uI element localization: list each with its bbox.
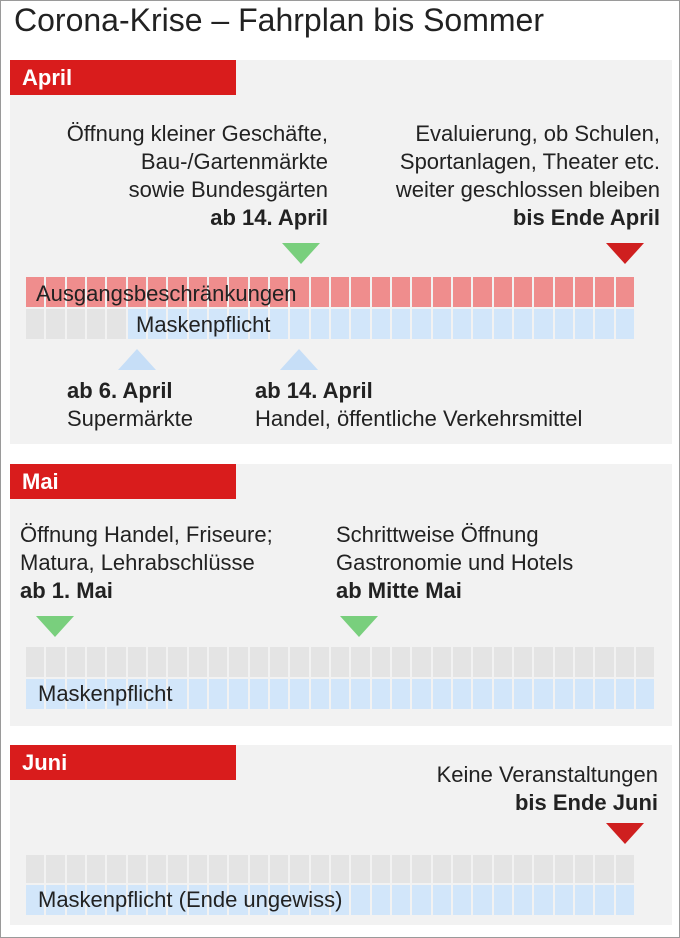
day-cell bbox=[595, 309, 613, 339]
day-cell bbox=[290, 647, 308, 677]
day-cell bbox=[270, 647, 288, 677]
day-cell bbox=[168, 855, 186, 883]
day-cell bbox=[311, 647, 329, 677]
april-6-marker bbox=[118, 349, 156, 370]
day-cell bbox=[209, 855, 227, 883]
day-cell bbox=[534, 885, 552, 915]
day-cell bbox=[107, 855, 125, 883]
day-cell bbox=[595, 647, 613, 677]
day-cell bbox=[229, 679, 247, 709]
day-cell bbox=[412, 885, 430, 915]
day-cell bbox=[534, 855, 552, 883]
day-cell bbox=[555, 647, 573, 677]
day-cell bbox=[473, 885, 491, 915]
day-cell bbox=[412, 647, 430, 677]
day-cell bbox=[555, 309, 573, 339]
day-cell bbox=[555, 277, 573, 307]
day-cell bbox=[494, 679, 512, 709]
day-cell bbox=[575, 277, 593, 307]
day-cell bbox=[311, 277, 329, 307]
day-cell bbox=[26, 855, 44, 883]
day-cell bbox=[46, 309, 64, 339]
day-cell bbox=[514, 885, 532, 915]
day-cell bbox=[616, 679, 634, 709]
day-cell bbox=[616, 855, 634, 883]
day-cell bbox=[433, 679, 451, 709]
day-cell bbox=[494, 647, 512, 677]
day-cell bbox=[534, 679, 552, 709]
day-cell bbox=[311, 855, 329, 883]
day-cell bbox=[473, 647, 491, 677]
day-cell bbox=[575, 647, 593, 677]
day-cell bbox=[514, 277, 532, 307]
day-cell bbox=[128, 647, 146, 677]
day-cell bbox=[595, 277, 613, 307]
day-cell bbox=[26, 309, 44, 339]
april-panel bbox=[10, 60, 672, 444]
day-cell bbox=[616, 309, 634, 339]
day-cell bbox=[67, 647, 85, 677]
day-cell bbox=[331, 309, 349, 339]
april-month-label: April bbox=[10, 60, 236, 95]
day-cell bbox=[473, 309, 491, 339]
day-cell bbox=[209, 647, 227, 677]
day-cell bbox=[494, 885, 512, 915]
mai-right-note: Schrittweise Öffnung Gastronomie und Hotels ab Mitte Mai bbox=[336, 522, 574, 603]
day-cell bbox=[534, 309, 552, 339]
day-cell bbox=[453, 679, 471, 709]
day-cell bbox=[412, 679, 430, 709]
day-cell bbox=[331, 647, 349, 677]
day-cell bbox=[331, 277, 349, 307]
day-cell bbox=[433, 855, 451, 883]
day-cell bbox=[189, 679, 207, 709]
day-cell bbox=[87, 309, 105, 339]
day-cell bbox=[351, 647, 369, 677]
april-6-note: ab 6. April Supermärkte bbox=[67, 378, 193, 431]
day-cell bbox=[433, 309, 451, 339]
day-cell bbox=[351, 885, 369, 915]
day-cell bbox=[107, 647, 125, 677]
april-14-masks-marker bbox=[280, 349, 318, 370]
day-cell bbox=[392, 647, 410, 677]
april-right-date: bis Ende April bbox=[512, 205, 660, 230]
day-cell bbox=[67, 855, 85, 883]
day-cell bbox=[209, 679, 227, 709]
mai-grey-row bbox=[26, 647, 654, 677]
day-cell bbox=[351, 277, 369, 307]
day-cell bbox=[372, 277, 390, 307]
day-cell bbox=[290, 855, 308, 883]
day-cell bbox=[412, 855, 430, 883]
day-cell bbox=[514, 855, 532, 883]
day-cell bbox=[351, 309, 369, 339]
april-14-masks-note: ab 14. April Handel, öffentliche Verkehrsmittel bbox=[255, 378, 583, 431]
end-april-marker bbox=[606, 243, 644, 264]
april-left-date: ab 14. April bbox=[210, 205, 328, 230]
day-cell bbox=[392, 885, 410, 915]
day-cell bbox=[494, 277, 512, 307]
day-cell bbox=[148, 855, 166, 883]
day-cell bbox=[595, 855, 613, 883]
day-cell bbox=[473, 679, 491, 709]
mai-right-date: ab Mitte Mai bbox=[336, 578, 462, 603]
day-cell bbox=[433, 647, 451, 677]
day-cell bbox=[311, 309, 329, 339]
day-cell bbox=[250, 855, 268, 883]
day-cell bbox=[555, 885, 573, 915]
mai-masks-label: Maskenpflicht bbox=[38, 681, 173, 706]
day-cell bbox=[351, 855, 369, 883]
juni-right-note: Keine Veranstaltungen bis Ende Juni bbox=[436, 762, 658, 815]
mid-may-marker bbox=[340, 616, 378, 637]
day-cell bbox=[514, 647, 532, 677]
day-cell bbox=[392, 855, 410, 883]
day-cell bbox=[392, 277, 410, 307]
day-cell bbox=[392, 309, 410, 339]
day-cell bbox=[494, 309, 512, 339]
day-cell bbox=[331, 855, 349, 883]
juni-grey-row bbox=[26, 855, 634, 883]
day-cell bbox=[453, 647, 471, 677]
day-cell bbox=[534, 647, 552, 677]
mai-month-label: Mai bbox=[10, 464, 236, 499]
day-cell bbox=[372, 885, 390, 915]
day-cell bbox=[250, 647, 268, 677]
end-june-marker bbox=[606, 823, 644, 844]
restrictions-label: Ausgangsbeschränkungen bbox=[36, 281, 297, 306]
day-cell bbox=[372, 647, 390, 677]
juni-right-date: bis Ende Juni bbox=[514, 790, 658, 815]
day-cell bbox=[229, 647, 247, 677]
day-cell bbox=[555, 855, 573, 883]
april-right-note: Evaluierung, ob Schulen, Sportanlagen, Theater etc. weiter geschlossen bleiben bis Ende April bbox=[395, 121, 660, 230]
day-cell bbox=[87, 647, 105, 677]
april-14-marker bbox=[282, 243, 320, 264]
day-cell bbox=[270, 855, 288, 883]
day-cell bbox=[412, 309, 430, 339]
day-cell bbox=[555, 679, 573, 709]
day-cell bbox=[372, 679, 390, 709]
day-cell bbox=[270, 309, 288, 339]
april-left-note: Öffnung kleiner Geschäfte, Bau-/Gartenmärkte sowie Bundesgärten ab 14. April bbox=[66, 121, 328, 230]
day-cell bbox=[534, 277, 552, 307]
mai-left-note: Öffnung Handel, Friseure; Matura, Lehrabschlüsse ab 1. Mai bbox=[20, 522, 273, 603]
day-cell bbox=[494, 855, 512, 883]
day-cell bbox=[128, 855, 146, 883]
day-cell bbox=[67, 309, 85, 339]
day-cell bbox=[575, 855, 593, 883]
day-cell bbox=[473, 855, 491, 883]
day-cell bbox=[595, 885, 613, 915]
day-cell bbox=[412, 277, 430, 307]
mai-left-date: ab 1. Mai bbox=[20, 578, 113, 603]
day-cell bbox=[229, 855, 247, 883]
day-cell bbox=[575, 309, 593, 339]
day-cell bbox=[46, 855, 64, 883]
day-cell bbox=[148, 647, 166, 677]
day-cell bbox=[189, 855, 207, 883]
day-cell bbox=[575, 679, 593, 709]
day-cell bbox=[189, 647, 207, 677]
day-cell bbox=[372, 855, 390, 883]
day-cell bbox=[290, 679, 308, 709]
day-cell bbox=[392, 679, 410, 709]
day-cell bbox=[453, 309, 471, 339]
mai-panel bbox=[10, 464, 672, 726]
day-cell bbox=[168, 647, 186, 677]
day-cell bbox=[26, 647, 44, 677]
day-cell bbox=[616, 277, 634, 307]
day-cell bbox=[311, 679, 329, 709]
day-cell bbox=[433, 277, 451, 307]
april-masks-label: Maskenpflicht bbox=[136, 312, 271, 337]
page-title: Corona-Krise – Fahrplan bis Sommer bbox=[14, 2, 544, 38]
day-cell bbox=[575, 885, 593, 915]
juni-month-label: Juni bbox=[10, 745, 236, 780]
day-cell bbox=[616, 647, 634, 677]
day-cell bbox=[372, 309, 390, 339]
day-cell bbox=[270, 679, 288, 709]
april-masks-bar bbox=[26, 309, 634, 339]
day-cell bbox=[636, 647, 654, 677]
day-cell bbox=[453, 855, 471, 883]
day-cell bbox=[46, 647, 64, 677]
juni-masks-label: Maskenpflicht (Ende ungewiss) bbox=[38, 887, 343, 912]
day-cell bbox=[453, 885, 471, 915]
day-cell bbox=[290, 309, 308, 339]
day-cell bbox=[595, 679, 613, 709]
day-cell bbox=[473, 277, 491, 307]
day-cell bbox=[453, 277, 471, 307]
juni-panel bbox=[10, 745, 672, 925]
day-cell bbox=[87, 855, 105, 883]
day-cell bbox=[514, 309, 532, 339]
day-cell bbox=[616, 885, 634, 915]
day-cell bbox=[107, 309, 125, 339]
day-cell bbox=[636, 679, 654, 709]
day-cell bbox=[331, 679, 349, 709]
day-cell bbox=[433, 885, 451, 915]
may-1-marker bbox=[36, 616, 74, 637]
day-cell bbox=[514, 679, 532, 709]
day-cell bbox=[351, 679, 369, 709]
day-cell bbox=[250, 679, 268, 709]
